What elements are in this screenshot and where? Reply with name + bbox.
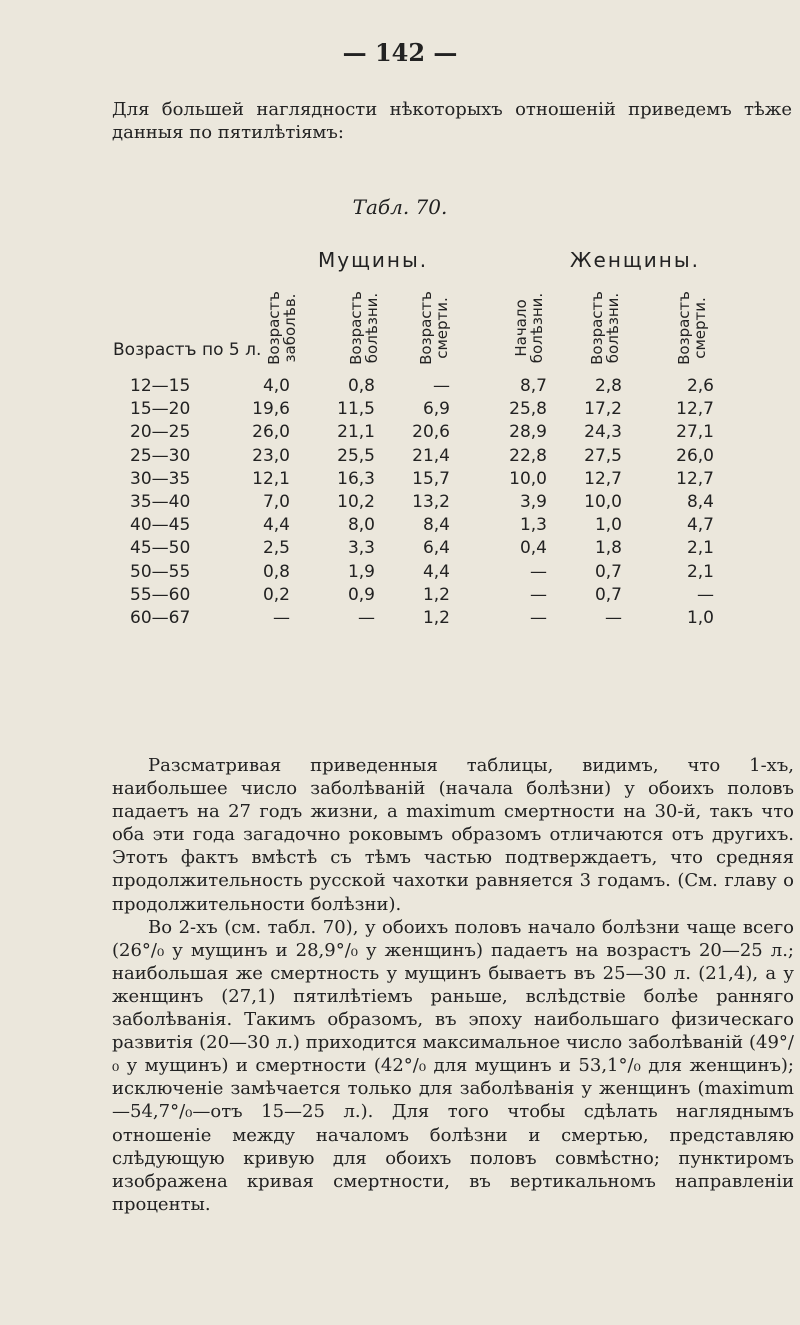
table-row: [0, 376, 800, 399]
value-cell: 25,8: [509, 399, 547, 420]
table-row: [0, 562, 800, 585]
col-header-women-onset: [509, 284, 549, 372]
value-cell: 2,1: [686, 561, 714, 582]
table-row: [0, 422, 800, 445]
value-cell: —: [530, 607, 547, 628]
value-cell: 8,4: [422, 515, 450, 536]
group-header-women: Женщины.: [570, 248, 700, 272]
col-header-men-death: [414, 284, 454, 372]
value-cell: 4,4: [422, 561, 450, 582]
value-cell: 10,0: [584, 491, 622, 512]
value-cell: 12,1: [252, 468, 290, 489]
table-row: [0, 446, 800, 469]
value-cell: 2,8: [594, 376, 622, 396]
value-cell: 3,9: [519, 491, 547, 512]
value-cell: 15,7: [412, 468, 450, 489]
value-cell: —: [530, 584, 547, 605]
table-row: [0, 399, 800, 422]
value-cell: 28,9: [509, 422, 547, 443]
value-cell: 0,7: [594, 561, 622, 582]
value-cell: 8,0: [347, 515, 375, 536]
value-cell: 11,5: [337, 399, 375, 420]
table-row: [0, 492, 800, 515]
value-cell: 4,0: [262, 376, 290, 396]
table-row: [0, 515, 800, 538]
value-cell: 0,8: [262, 561, 290, 582]
age-cell: 20—25: [130, 422, 191, 443]
age-cell: 12—15: [130, 376, 191, 396]
value-cell: 26,0: [676, 445, 714, 466]
col-header-text: Возрастъ болѣзни.: [347, 291, 381, 365]
col-header-men-onset: [262, 284, 302, 372]
value-cell: 1,0: [686, 607, 714, 628]
page-number: — 142 —: [342, 38, 458, 67]
value-cell: 13,2: [412, 491, 450, 512]
value-cell: 22,8: [509, 445, 547, 466]
value-cell: 6,4: [422, 538, 450, 559]
table-row: [0, 538, 800, 561]
value-cell: —: [605, 607, 622, 628]
value-cell: —: [697, 584, 714, 605]
value-cell: 1,3: [519, 515, 547, 536]
value-cell: 12,7: [676, 399, 714, 420]
value-cell: 1,9: [347, 561, 375, 582]
value-cell: 3,3: [347, 538, 375, 559]
table-caption: Табл. 70.: [352, 195, 448, 219]
value-cell: 27,5: [584, 445, 622, 466]
value-cell: 19,6: [252, 399, 290, 420]
value-cell: 10,0: [509, 468, 547, 489]
age-cell: 50—55: [130, 561, 191, 582]
value-cell: 25,5: [337, 445, 375, 466]
value-cell: 8,4: [686, 491, 714, 512]
value-cell: —: [530, 561, 547, 582]
value-cell: 0,9: [347, 584, 375, 605]
age-cell: 15—20: [130, 399, 191, 420]
age-cell: 45—50: [130, 538, 191, 559]
value-cell: 8,7: [519, 376, 547, 396]
age-cell: 40—45: [130, 515, 191, 536]
col-header-text: Начало болѣзни.: [512, 292, 546, 364]
value-cell: 2,1: [686, 538, 714, 559]
col-header-women-death: [672, 284, 712, 372]
table-row: [0, 585, 800, 608]
body-text: [112, 754, 794, 1216]
col-header-text: Возрастъ смерти.: [675, 291, 709, 365]
value-cell: 0,7: [594, 584, 622, 605]
value-cell: 16,3: [337, 468, 375, 489]
value-cell: 1,2: [422, 607, 450, 628]
paragraph-1: Разсматривая приведенныя таблицы, видимъ, что 1-хъ, наибольшее число заболѣваній (начала болѣзни) у обоихъ половъ падаетъ на 27 годъ жизни, а maximum смертности на 30-й, такъ что оба эти года загадочно роковымъ образомъ отличаются отъ другихъ. Этотъ фактъ вмѣстѣ съ тѣмъ частью подтверждаетъ, что средняя продолжительность русской чахотки равняется 3 годамъ. (См. главу о продолжительности болѣзни).: [112, 755, 794, 915]
value-cell: 0,8: [347, 376, 375, 396]
value-cell: 2,5: [262, 538, 290, 559]
value-cell: 0,2: [262, 584, 290, 605]
age-cell: 55—60: [130, 584, 191, 605]
value-cell: 24,3: [584, 422, 622, 443]
paragraph-2: Во 2-хъ (см. табл. 70), у обоихъ половъ начало болѣзни чаще всего (26°/₀ у мущинъ и 28,9°/₀ у женщинъ) падаетъ на возрастъ 20—25 л.; наибольшая же смертность у мущинъ бываетъ въ 25—30 л. (21,4), а у женщинъ (27,1) пятилѣтіемъ раньше, вслѣдствіе болѣе ранняго заболѣванія. Такимъ образомъ, въ эпоху наибольшаго физическаго развитія (20—30 л.) приходится максимальное число заболѣваній (49°/₀ у мущинъ) и смертности (42°/₀ для мущинъ и 53,1°/₀ для женщинъ); исключеніе замѣчается только для заболѣванія у женщинъ (maximum—54,7°/₀—отъ 15—25 л.). Для того чтобы сдѣлать нагляднымъ отношеніе между началомъ болѣзни и смертью, представляю слѣдующую кривую для обоихъ половъ совмѣстно; пунктиромъ изображена кривая смертности, въ вертикальномъ направленіи проценты.: [112, 916, 794, 1215]
age-cell: 25—30: [130, 445, 191, 466]
value-cell: 21,1: [337, 422, 375, 443]
table-row: [0, 469, 800, 492]
col-header-men-illness: [344, 284, 384, 372]
value-cell: 4,4: [262, 515, 290, 536]
value-cell: 1,0: [594, 515, 622, 536]
age-cell: 35—40: [130, 491, 191, 512]
value-cell: 0,4: [519, 538, 547, 559]
value-cell: 26,0: [252, 422, 290, 443]
value-cell: 23,0: [252, 445, 290, 466]
value-cell: —: [433, 376, 450, 396]
value-cell: 27,1: [676, 422, 714, 443]
col-header-text: Возрастъ смерти.: [417, 291, 451, 365]
value-cell: 1,2: [422, 584, 450, 605]
col-header-text: Возрастъ заболѣв.: [265, 291, 299, 365]
value-cell: 4,7: [686, 515, 714, 536]
value-cell: 6,9: [422, 399, 450, 420]
age-column-header: Возрастъ по 5 л.: [113, 340, 262, 360]
value-cell: —: [358, 607, 375, 628]
value-cell: 12,7: [584, 468, 622, 489]
value-cell: —: [273, 607, 290, 628]
col-header-text: Возрастъ болѣзни.: [588, 291, 622, 365]
value-cell: 1,8: [594, 538, 622, 559]
value-cell: 21,4: [412, 445, 450, 466]
col-header-women-illness: [585, 284, 625, 372]
value-cell: 2,6: [686, 376, 714, 396]
value-cell: 10,2: [337, 491, 375, 512]
value-cell: 20,6: [412, 422, 450, 443]
age-cell: 30—35: [130, 468, 191, 489]
age-cell: 60—67: [130, 607, 191, 628]
value-cell: 17,2: [584, 399, 622, 420]
group-header-men: Мущины.: [318, 248, 429, 272]
intro-paragraph: Для большей наглядности нѣкоторыхъ отношеній приведемъ тѣже данныя по пятилѣтіямъ:: [112, 99, 792, 143]
table-body: [0, 376, 800, 631]
table-row: [0, 608, 800, 631]
value-cell: 12,7: [676, 468, 714, 489]
value-cell: 7,0: [262, 491, 290, 512]
